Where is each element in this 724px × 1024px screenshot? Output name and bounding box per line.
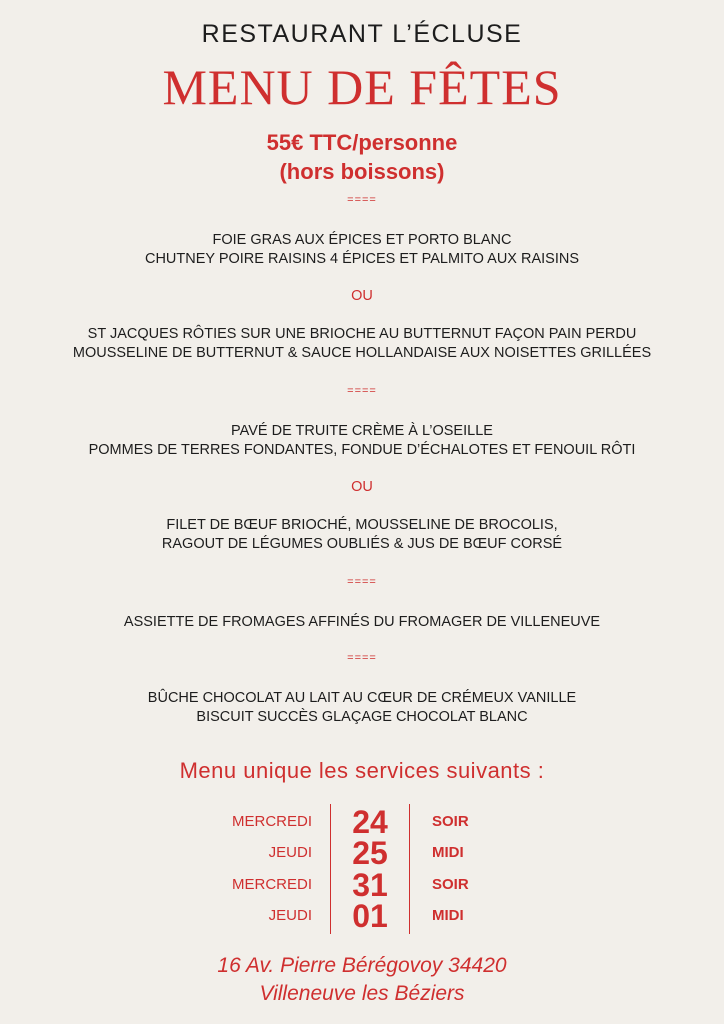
restaurant-address xyxy=(0,952,724,1008)
service-date: 24 xyxy=(352,804,388,840)
restaurant-name: RESTAURANT L’ÉCLUSE xyxy=(201,20,523,48)
service-slot: MIDI xyxy=(432,907,464,924)
dish-line: PAVÉ DE TRUITE CRÈME À L’OSEILLE xyxy=(231,423,493,439)
service-day: JEUDI xyxy=(268,844,312,861)
dish-line: BISCUIT SUCCÈS GLAÇAGE CHOCOLAT BLANC xyxy=(196,709,528,725)
separator: ==== xyxy=(347,194,377,206)
address-street: 16 Av. Pierre Bérégovoy 34420 xyxy=(217,954,507,977)
price-note: (hors boissons) xyxy=(279,159,445,184)
service-slot: MIDI xyxy=(432,844,464,861)
menu-title: MENU DE FÊTES xyxy=(162,59,562,115)
service-slot: SOIR xyxy=(432,876,469,893)
cheese-course xyxy=(0,613,724,632)
dish-line: FILET DE BŒUF BRIOCHÉ, MOUSSELINE DE BROCOLIS, xyxy=(166,517,558,533)
dish-line: ASSIETTE DE FROMAGES AFFINÉS DU FROMAGER DE VILLENEUVE xyxy=(123,614,601,630)
price-line: 55€ TTC/personne xyxy=(266,130,458,155)
service-dates xyxy=(0,804,724,934)
dish-line: CHUTNEY POIRE RAISINS 4 ÉPICES ET PALMITO AUX RAISINS xyxy=(144,251,580,267)
dessert-course xyxy=(0,689,724,727)
price-block xyxy=(0,128,724,186)
or-divider: OU xyxy=(351,479,373,495)
main-option-1 xyxy=(0,422,724,460)
dish-line: POMMES DE TERRES FONDANTES, FONDUE D’ÉCHALOTES ET FENOUIL RÔTI xyxy=(88,442,636,458)
services-heading: Menu unique les services suivants : xyxy=(179,758,545,783)
separator: ==== xyxy=(347,385,377,397)
dish-line: ST JACQUES RÔTIES SUR UNE BRIOCHE AU BUTTERNUT FAÇON PAIN PERDU xyxy=(87,326,637,342)
service-date: 01 xyxy=(352,898,388,934)
divider-line-right xyxy=(409,804,410,934)
divider-line-left xyxy=(330,804,331,934)
dish-line: MOUSSELINE DE BUTTERNUT & SAUCE HOLLANDAISE AUX NOISETTES GRILLÉES xyxy=(72,345,652,361)
service-day: MERCREDI xyxy=(231,876,312,893)
or-divider: OU xyxy=(351,288,373,304)
dish-line: BÛCHE CHOCOLAT AU LAIT AU CŒUR DE CRÉMEUX VANILLE xyxy=(147,690,577,706)
main-option-2 xyxy=(0,516,724,554)
service-date: 25 xyxy=(352,835,388,871)
service-day: MERCREDI xyxy=(231,813,312,830)
dish-line: FOIE GRAS AUX ÉPICES ET PORTO BLANC xyxy=(212,232,512,248)
service-date: 31 xyxy=(352,867,388,903)
dish-line: RAGOUT DE LÉGUMES OUBLIÉS & JUS DE BŒUF CORSÉ xyxy=(161,536,563,552)
separator: ==== xyxy=(347,652,377,664)
service-day: JEUDI xyxy=(268,907,312,924)
service-slot: SOIR xyxy=(432,813,469,830)
address-city: Villeneuve les Béziers xyxy=(259,982,465,1005)
starter-option-1 xyxy=(0,231,724,269)
starter-option-2 xyxy=(0,325,724,363)
separator: ==== xyxy=(347,576,377,588)
